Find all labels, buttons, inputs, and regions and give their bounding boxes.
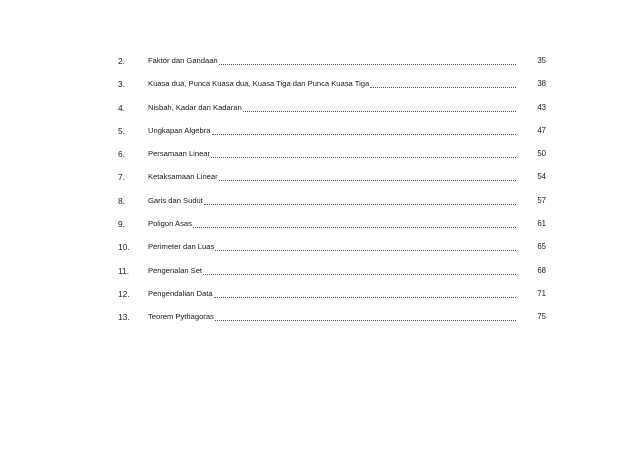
toc-entry[interactable]	[118, 148, 546, 171]
toc-entry-title-wrap	[148, 195, 516, 207]
toc-entry[interactable]	[118, 218, 546, 241]
toc-dot-leader	[370, 78, 516, 88]
toc-entry-title: Teorem Pythagoras	[148, 312, 214, 322]
toc-dot-leader	[219, 171, 516, 181]
toc-entry-number: 10.	[118, 242, 130, 253]
toc-entry-title: Persamaan Linear	[148, 149, 211, 159]
toc-entry-title-wrap	[148, 102, 516, 114]
toc-entry-page: 57	[537, 195, 546, 205]
toc-entry-title-wrap	[148, 241, 516, 253]
toc-entry[interactable]	[118, 171, 546, 194]
toc-entry[interactable]	[118, 241, 546, 264]
toc-entry-page: 75	[537, 312, 546, 322]
toc-entry-title: Pengendalian Data	[148, 288, 213, 298]
toc-entry-title: Pengenalan Set	[148, 265, 203, 275]
toc-entry-title-wrap	[148, 218, 516, 230]
toc-entry-page: 47	[537, 125, 546, 135]
toc-entry-number: 5.	[118, 125, 125, 136]
toc-entry-number: 12.	[118, 288, 130, 299]
toc-dot-leader	[204, 195, 516, 205]
toc-entry[interactable]	[118, 288, 546, 311]
toc-entry-number: 2.	[118, 56, 125, 66]
toc-entry-title-wrap	[148, 288, 516, 300]
toc-entry-title: Perimeter dan Luas	[148, 242, 215, 252]
toc-dot-leader	[215, 241, 516, 251]
table-of-contents	[118, 55, 546, 335]
toc-entry-title-wrap	[148, 125, 516, 137]
toc-entry-number: 9.	[118, 219, 125, 230]
toc-dot-leader	[215, 311, 516, 321]
toc-entry-title: Kuasa dua, Punca Kuasa dua, Kuasa Tiga dan Punca Kuasa Tiga	[148, 79, 370, 89]
toc-dot-leader	[214, 288, 516, 298]
toc-entry-page: 43	[537, 102, 546, 112]
toc-entry-page: 65	[537, 242, 546, 252]
toc-entry[interactable]	[118, 102, 546, 125]
toc-entry-title: Faktor dan Gandaan	[148, 56, 218, 65]
toc-entry-page: 50	[537, 149, 546, 159]
toc-entry[interactable]	[118, 195, 546, 218]
toc-entry-page: 38	[537, 79, 546, 89]
toc-entry-number: 13.	[118, 312, 130, 323]
toc-entry-number: 4.	[118, 102, 125, 113]
toc-entry-number: 3.	[118, 79, 125, 90]
toc-entry-title-wrap	[148, 55, 516, 67]
toc-entry[interactable]	[118, 55, 546, 78]
toc-entry-title-wrap	[148, 78, 516, 90]
toc-dot-leader	[243, 102, 516, 112]
toc-entry-title-wrap	[148, 148, 516, 160]
toc-entry-page: 54	[537, 172, 546, 182]
toc-entry[interactable]	[118, 78, 546, 101]
toc-dot-leader	[193, 218, 516, 228]
toc-entry-title: Nisbah, Kadar dan Kadaran	[148, 102, 242, 112]
toc-entry[interactable]	[118, 311, 546, 334]
toc-dot-leader	[212, 125, 517, 135]
toc-entry-number: 11.	[118, 265, 130, 276]
toc-entry[interactable]	[118, 265, 546, 288]
toc-entry-title: Ungkapan Algebra	[148, 125, 211, 135]
toc-entry-number: 7.	[118, 172, 125, 183]
toc-dot-leader	[211, 148, 516, 158]
toc-entry-title: Ketaksamaan Linear	[148, 172, 218, 182]
toc-entry[interactable]	[118, 125, 546, 148]
toc-entry-page: 61	[537, 219, 546, 229]
toc-dot-leader	[203, 265, 516, 275]
toc-entry-number: 8.	[118, 195, 125, 206]
toc-entry-page: 71	[537, 288, 546, 298]
toc-entry-page: 68	[537, 265, 546, 275]
toc-entry-title: Poligon Asas	[148, 219, 192, 229]
toc-entry-title: Garis dan Sudut	[148, 195, 203, 205]
toc-entry-title-wrap	[148, 311, 516, 323]
toc-entry-title-wrap	[148, 171, 516, 183]
toc-entry-title-wrap	[148, 265, 516, 277]
toc-dot-leader	[219, 55, 516, 65]
toc-entry-number: 6.	[118, 149, 125, 160]
toc-entry-page: 35	[537, 56, 546, 65]
